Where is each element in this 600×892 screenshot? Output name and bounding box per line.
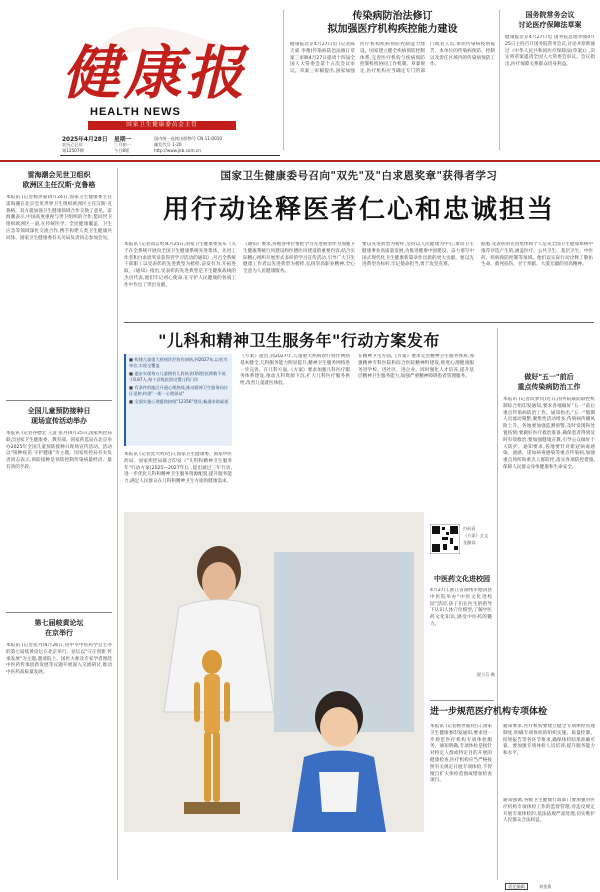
masthead-postal: 邮发代号 1-20 (154, 142, 182, 147)
bullet-4-text: 全面实施心理援助热线"12356"建设,畅通求助渠道 (134, 399, 229, 404)
top-news-1-body: 健康报北京4月27日电 (记者陈天威 李雅)传染病防治法修订草案三审稿4月27日提请十四届全国人大常委会第十五次会议审议。草案三审稿提出,国家加强医疗机构疾病预防控制能力建设。国家建立健全疾病预防控制体系,完善医疗机构与疾病预防控制机构协同工作机制。草案规定,医疗机构应当确定专门的部门或者人员,承担传染病疫情报告、本单位的传染病预防、控制以及责任区域内的传染病预防工作。 (290, 42, 495, 75)
qr-code-icon[interactable] (430, 524, 460, 554)
left-divider-1 (6, 400, 112, 401)
top-news-3 (505, 10, 595, 152)
left-story-1-title2: 欧洲区主任汉斯·克鲁格 (22, 181, 96, 189)
photo-scene-icon (124, 512, 424, 832)
masthead-date: 2025年4月28日 (62, 137, 108, 143)
masthead-web[interactable]: http://www.jkb.com.cn (154, 148, 201, 153)
left-story-3 (6, 618, 112, 876)
left-story-1-title: 雷海潮会见世卫组织 (27, 171, 91, 179)
top-news-3-title: 国务院常务会议 (525, 11, 575, 19)
top-news-1 (290, 10, 495, 152)
bullet-1-text: 构建儿童重大疾病诊疗协作网络,到2027年,以省为单位,实现全覆盖 (129, 357, 228, 368)
right-story-title2: 重点传染病防治工作 (517, 383, 581, 391)
bottom-story-headline: 进一步规范医疗机构专项体检 (430, 707, 548, 717)
middle-story-headline: "儿科和精神卫生服务年"行动方案发布 (158, 331, 440, 350)
left-story-2 (6, 406, 112, 606)
footer-editor: 刘金燕 (538, 884, 552, 889)
bullet-box (124, 354, 232, 446)
bottom-story-body-3: 通知强调,各级卫生健康行政部门要加强对医疗机构专项体检工作的监督管理,对违反规定开展专项体检的,依法依规严肃处理,切实维护人民群众合法权益。 (503, 798, 595, 824)
right-story-body: 本报讯 (记者段梦岚)近日,国务院联防联控机制综合组印发通知,要求各地做好"五一"前后重点传染病防治工作。通知指出,"五一"假期人员流动频繁,聚集性活动增多,传染病传播风险上升。各地要加强监测预警,及时发现和处置疫情;要做好医疗救治准备,确保患者得到及时有效救治;要加强健康宣教,引导公众做好个人防护。通知要求,各地要针对新冠病毒感染、流感、诺如病毒感染等重点传染病,加强重点场所和重点人群防控,落实各项防控措施,保障人民群众身体健康和生命安全。 (503, 397, 595, 470)
top-news-1-title2: 拟加强医疗机构疾控能力建设 (327, 24, 458, 35)
right-story-title: 做好"五一"前后 (524, 373, 574, 381)
left-story-3-title2: 在京举行 (45, 629, 73, 637)
masthead-lunar2: 三月初一 (114, 142, 131, 147)
masthead-weekday: 星期一 (114, 137, 132, 143)
qr-block (430, 520, 490, 566)
main-story-kicker: 国家卫生健康委号召向"双先"及"白求恩奖章"获得者学习 (220, 170, 498, 182)
column-rule (117, 168, 118, 880)
footer (505, 873, 595, 889)
main-story-body-2: 《通知》要求,各地各单位要把学习先进典型作为加强卫生健康系统行风建设和医德医风建设的重要内容,结合实际精心组织开展形式多样的学习宣传活动,引导广大卫生健康工作者以先进典型为榜样,弘扬崇高职业精神,全心全意为人民健康服务。 (243, 242, 355, 275)
top-divider (0, 160, 600, 162)
main-story-body-3: 要以先进典型为榜样,坚持以人民健康为中心,推动卫生健康事业高质量发展,为推进健康中国建设、奋力谱写中国式现代化卫生健康新篇章作出新的更大贡献。要以先进典型为标杆,牢记使命担当,勇于攻坚克难。 (362, 242, 474, 268)
left-story-2-title2: 现场宣传活动举办 (31, 417, 87, 425)
top-news-1-title: 传染病防治法修订 (352, 11, 433, 22)
qr-caption-2: 《方案》全文 (463, 533, 489, 538)
qr-caption-3: 及解读 (463, 540, 476, 545)
column-rule (283, 10, 284, 150)
bullet-2: ■ 逐步实现每万儿童拥有儿科执业(助理)医师数不低于0.87人,每个县级医院设置儿科门诊 (129, 371, 226, 382)
footer-editor-label: 责任编辑 (505, 883, 528, 890)
masthead-lunar: 农历乙巳年 (62, 142, 83, 147)
masthead-logo: 健康报 (62, 39, 249, 107)
main-story-body-1: 本报讯 (记者刘志勇)4月25日,国家卫生健康委发布《关于在全系统开展向全国卫生健康系统先进集体、先进工作者和白求恩奖章获得者学习活动的通知》,号召全系统干部职工以受表彰的先进典型为榜样,奋发有为,开拓进取。《通知》指出,受表彰的先进典型是卫生健康战线的杰出代表,他们牢记初心使命,在守护人民健康的各项工作中作出了突出贡献。 (124, 242, 236, 288)
photo-caption-credit: 倪立芬 摄 (476, 672, 495, 677)
bullet-4: ■ 全面实施心理援助热线"12356"建设,畅通求助渠道 (129, 399, 229, 404)
bottom-story-body-2: 通知要求,医疗机构要建立健全专项体检管理制度,明确专项体检的组织实施、质量控制、结果报告等各环节要求,确保体检结果准确可靠。要加强专项体检人员培训,提升服务能力和水平。 (503, 724, 595, 757)
bullet-1: ■ 构建儿童重大疾病诊疗协作网络,到2027年,以省为单位,实现全覆盖 (129, 357, 228, 368)
top-news-3-title2: 讨论医疗保障法草案 (518, 21, 582, 29)
middle-story-body-2: 《方案》提出,到2027年,儿童重大疾病诊疗协作网络基本健全,儿科服务能力明显提升,精神卫生服务网络进一步完善。在儿科方面,《方案》要求加强儿科医疗服务体系建设,推动儿科资源下沉,扩大儿科医疗服务供给,改善儿童就医体验。 (240, 354, 350, 387)
left-divider-2 (6, 612, 112, 613)
left-story-2-title: 全国儿童预防接种日 (27, 407, 91, 415)
masthead-pages: 今日8版 (114, 148, 130, 153)
left-story-3-body: 本报讯 (记者张丹)4月26日,由中华中医药学会主办的第七届岐黄论坛在北京举行。论坛以"守正创新 传承发展"为主题,邀请院士、国医大师及专家学者围绕中医药传承创新发展等议题开展深入交流研讨,推动中医药高质量发展。 (6, 643, 112, 676)
bottom-story-body-1: 本报讯 (记者杨世嘉)近日,国家卫生健康委印发通知,要求进一步规范医疗机构专项体检服务。通知明确,专项体检是指针对特定人群或特定目的开展的健康检查,医疗机构应当严格按照有关规定开展专项体检,不得擅自扩大体检范围或增加检查项目。 (430, 724, 492, 784)
masthead (0, 0, 270, 118)
qr-caption-1: 扫码看 (463, 526, 476, 531)
masthead-issue: 第12507期 (62, 148, 84, 153)
middle-story-body-1: 本报讯 (记者沈大明)近日,国家卫生健康委、国家中医药局、国家疾控局联合印发《"儿科和精神卫生服务年"行动方案(2025—2027年)》,提出通过三年行动,进一步优化儿科和精神卫生服务资源配置,提升服务能力,满足人民群众在儿科和精神卫生方面的健康需求。 (124, 452, 232, 485)
masthead-cn: 国内统一连续出版物号 CN 11-0010 (154, 136, 223, 141)
column-rule (499, 10, 500, 150)
left-story-1-body: 本报讯 (记者杨世嘉)4月24日,国家卫生健康委主任雷海潮在北京会见世界卫生组织欧洲区主任汉斯·克鲁格。双方就加强卫生健康领域合作交换了意见。雷海潮表示,中国高度重视与世卫组织的合作,愿同世卫组织欧洲区一道,在传统医学、全民健康覆盖、卫生应急等领域深化交流合作,携手构建人类卫生健康共同体。国家卫生健康委有关司局负责同志参加会见。 (6, 195, 112, 241)
middle-story-body-3: 在精神卫生方面,《方案》要求完善精神卫生服务体系,加强精神专科医院和综合医院精神科建设,推进心理健康服务进学校、进社区、进企业。同时强化人才培养,提升基层精神卫生服务能力,加强严重精神障碍患者管理服务。 (358, 354, 474, 380)
main-story-body-4: 据悉,受表彰的先进集体和个人是从全国卫生健康系统中推荐评选产生的,涵盖医疗、公共卫生、基层卫生、中医药、疾病预防控制等领域。他们以实际行动诠释了敬佑生命、救死扶伤、甘于奉献、大爱无疆的崇高精神。 (481, 242, 593, 268)
photo-caption-body: 4月27日,浙江省湖州市德清县中医院举办"中医文化进校园"活动,孩子们在医生的指导下认识人体穴位模型,了解中医药文化知识,感受中医药的魅力。 (430, 588, 492, 627)
masthead-divider (60, 155, 280, 156)
left-story-2-body: 本报讯 (记者谷德宏 王慧 张丹)4月25日,国家疾控局联合国家卫生健康委、教育部、国家药监局在北京举办2025年全国儿童预防接种日现场宣传活动。活动以"接种疫苗 守护健康"为主题。国家疾控局有关负责同志表示,预防接种是预防控制传染病最经济、最有效的手段。 (6, 431, 112, 470)
top-news-3-body: 健康报北京4月27日电 国务院总理李强4月25日主持召开国务院常务会议,讨论并原则通过《中华人民共和国医疗保障法(草案)》,决定将草案提请全国人大常委会审议。会议指出,医疗保障关系群众切身利益。 (505, 35, 595, 68)
masthead-english: HEALTH NEWS (90, 106, 181, 118)
main-story-body (124, 242, 594, 314)
news-photo (124, 512, 424, 832)
main-story-headline: 用行动诠释医者仁心和忠诚担当 (162, 195, 555, 225)
left-story-3-title: 第七届岐黄论坛 (34, 619, 84, 627)
bullet-3-text: 有条件的地区开通心理热线,推动精神卫生服务向社区延伸,构建"一街一心理驿站" (129, 385, 228, 396)
bottom-divider (430, 700, 494, 701)
masthead-sponsor-bar (88, 121, 236, 130)
bullet-2-text: 逐步实现每万儿童拥有儿科执业(助理)医师数不低于0.87人,每个县级医院设置儿科门诊 (129, 371, 226, 382)
photo-caption-label: 中医药文化进校园 (434, 575, 490, 583)
masthead-sponsor: 国家卫生健康委员会主管 (126, 122, 198, 128)
main-divider (124, 322, 594, 323)
bullet-3: ■ 有条件的地区开通心理热线,推动精神卫生服务向社区延伸,构建"一街一心理驿站" (129, 385, 228, 396)
masthead-info (62, 134, 277, 154)
